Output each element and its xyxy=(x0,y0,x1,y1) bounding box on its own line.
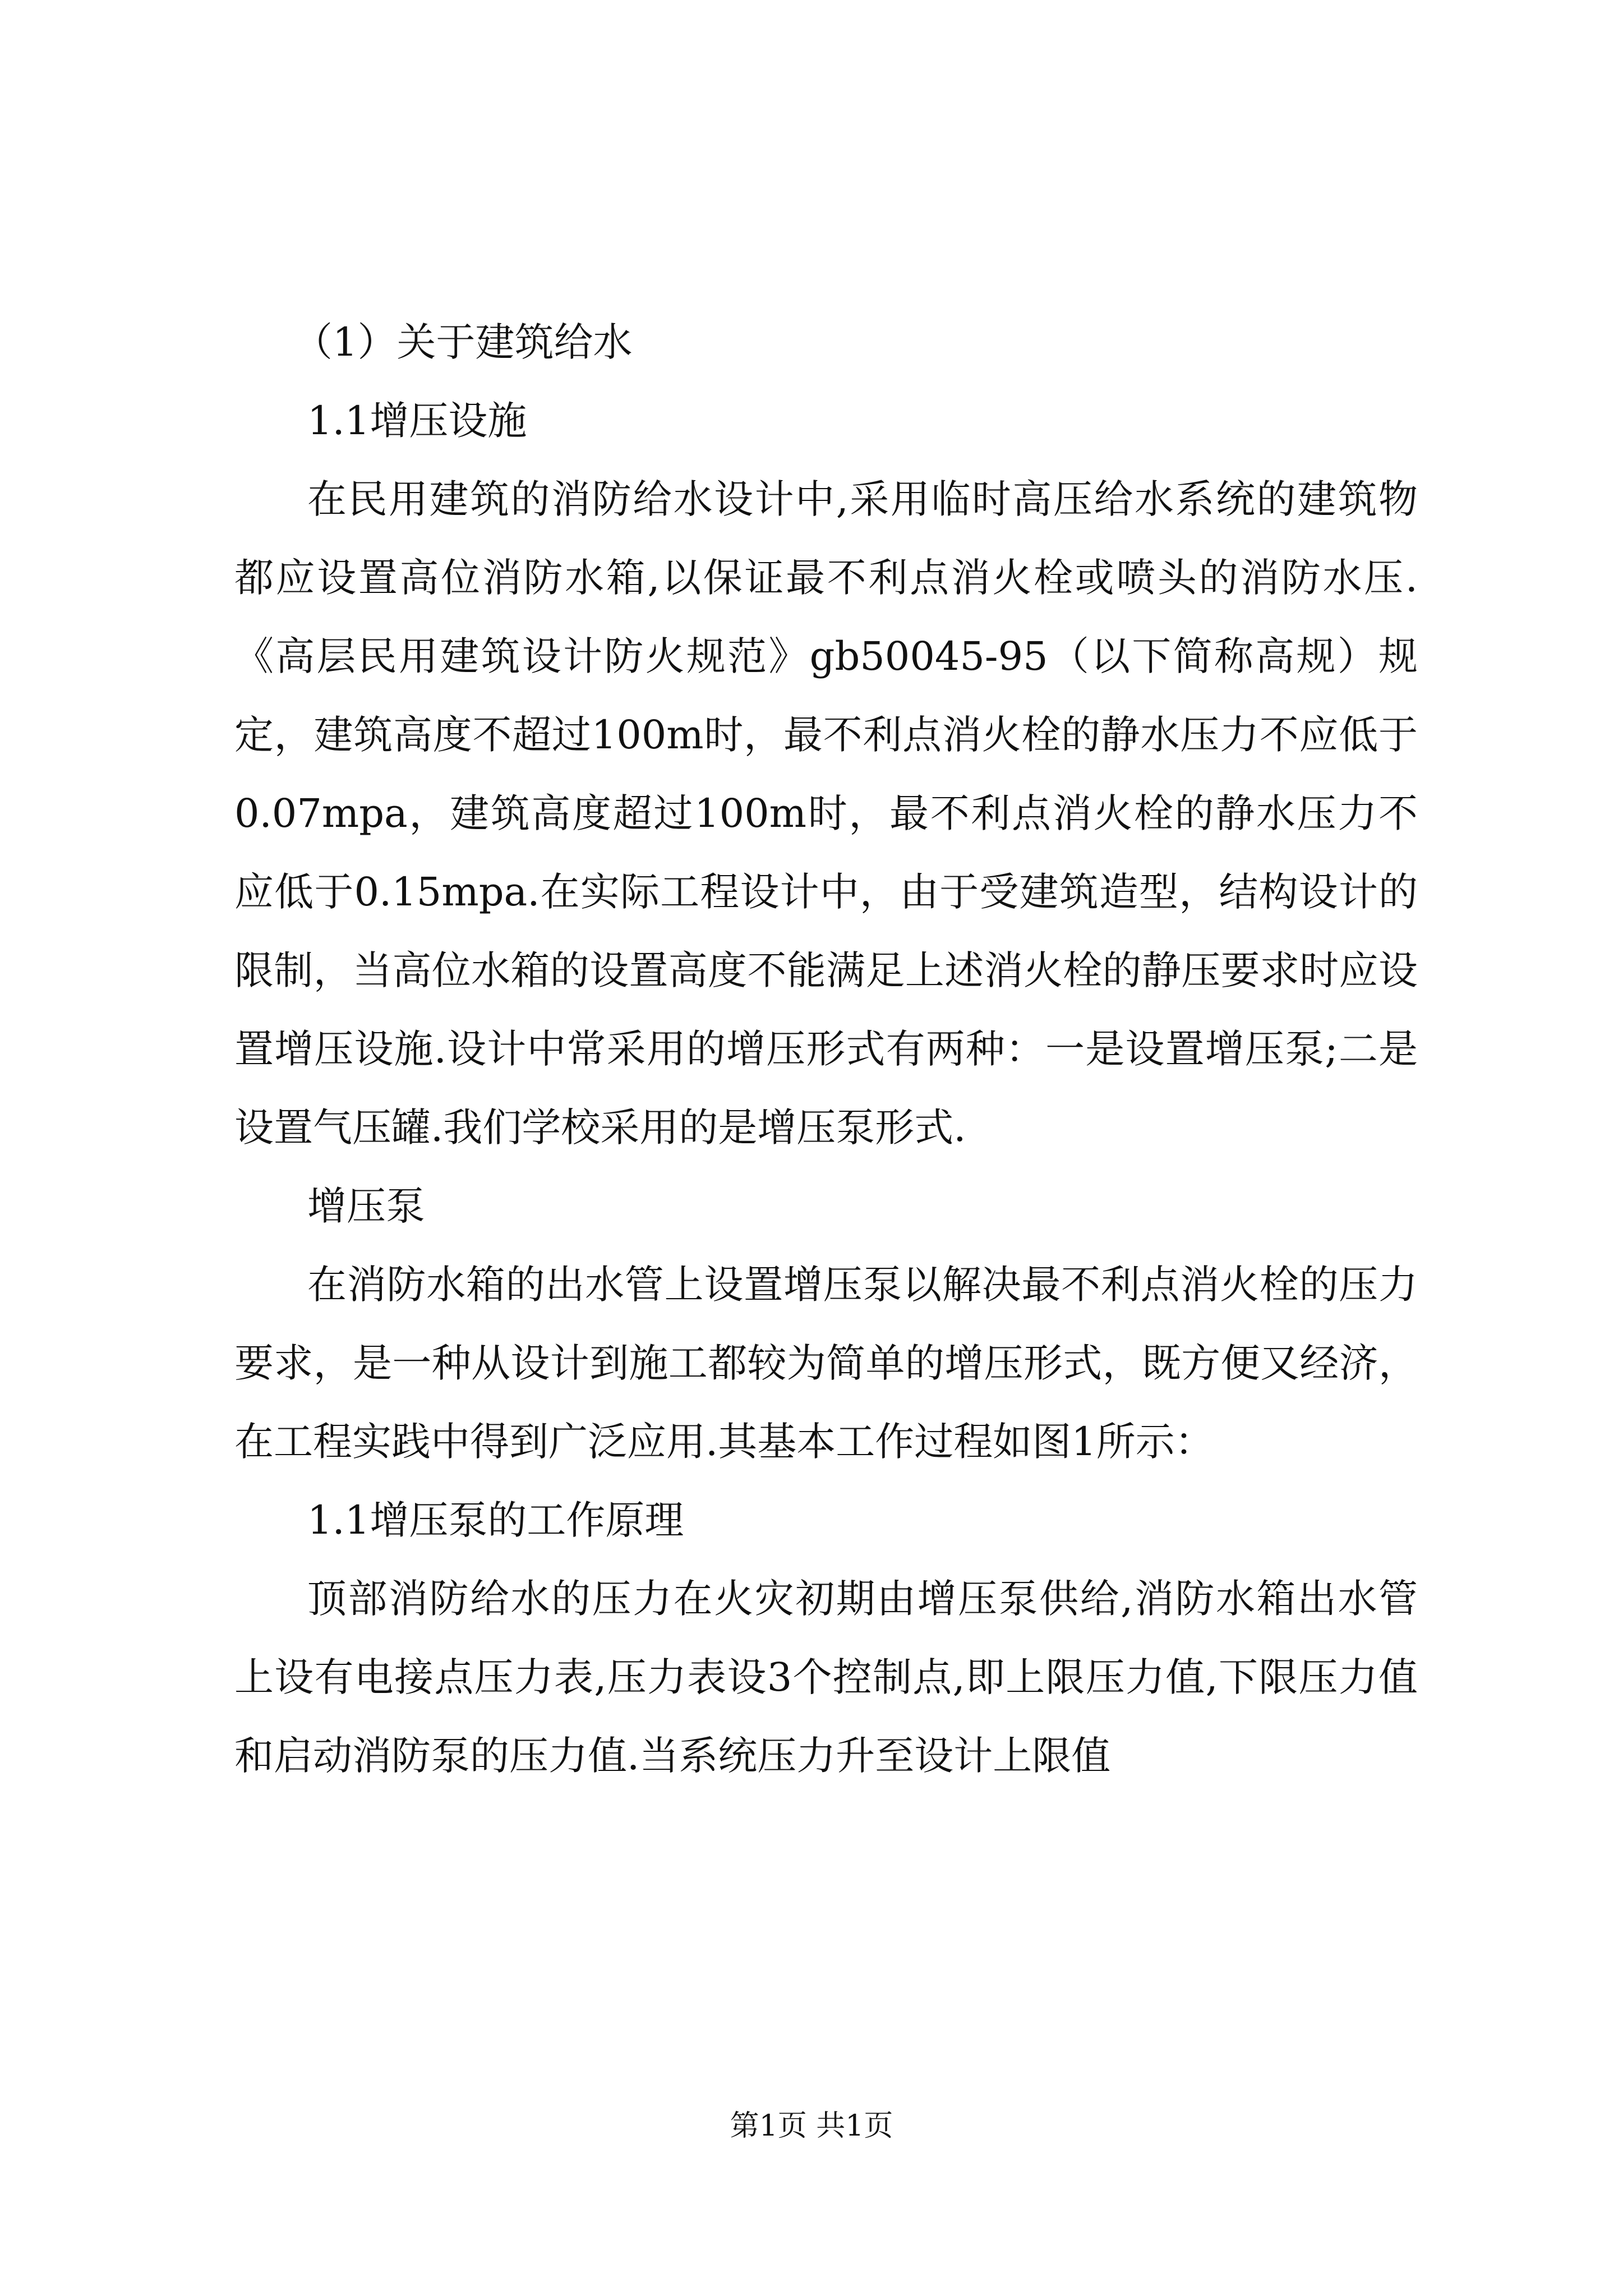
subsection-heading-pump-principle: 1.1增压泵的工作原理 xyxy=(307,1497,684,1543)
paragraph-booster-facilities: 在民用建筑的消防给水设计中,采用临时高压给水系统的建筑物都应设置高位消防水箱,以保证最不利点消火栓或喷头的消防水压.《高层民用建筑设计防火规范》gb50045-95（以下简称高规）规定，建筑高度不超过100m时，最不利点消火栓的静水压力不应低于0.07mpa，建筑高度超过100m时，最不利点消火栓的静水压力不应低于0.15mpa.在实际工程设计中，由于受建筑造型，结构设计的限制，当高位水箱的设置高度不能满足上述消火栓的静压要求时应设置增压设施.设计中常采用的增压形式有两种：一是设置增压泵;二是设置气压罐.我们学校采用的是增压泵形式. xyxy=(234,476,1418,1151)
section-heading-water-supply: （1）关于建筑给水 xyxy=(293,319,633,365)
subsection-heading-booster-facilities: 1.1增压设施 xyxy=(307,398,527,444)
paragraph-booster-pump: 在消防水箱的出水管上设置增压泵以解决最不利点消火栓的压力要求，是一种从设计到施工都较为简单的增压形式，既方便又经济，在工程实践中得到广泛应用.其基本工作过程如图1所示： xyxy=(234,1262,1418,1465)
subsection-heading-booster-pump: 增压泵 xyxy=(307,1183,425,1229)
page-footer: 第1页 共1页 xyxy=(730,2109,893,2143)
paragraph-pump-principle: 顶部消防给水的压力在火灾初期由增压泵供给,消防水箱出水管上设有电接点压力表,压力表设3个控制点,即上限压力值,下限压力值和启动消防泵的压力值.当系统压力升至设计上限值 xyxy=(234,1576,1418,1779)
document-body xyxy=(234,303,1418,1795)
